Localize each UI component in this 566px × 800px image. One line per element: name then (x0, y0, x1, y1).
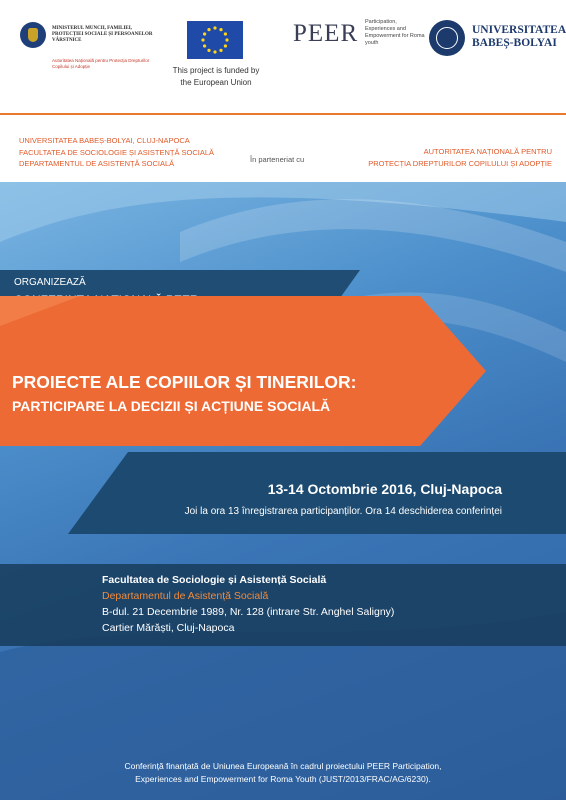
peer-logo: PEER (293, 20, 359, 47)
partner-line: AUTORITATEA NAȚIONALĂ PENTRU (423, 147, 552, 156)
ministry-name: MINISTERUL MUNCII, FAMILIEI, PROTECȚIEI SOCIALE ȘI PERSOANELOR VÂRSTNICE (52, 26, 153, 43)
eu-star-icon (203, 32, 206, 35)
organizer-line: FACULTATEA DE SOCIOLOGIE ȘI ASISTENȚĂ SOCIALĂ (19, 147, 215, 157)
organizer-line: DEPARTAMENTUL DE ASISTENȚĂ SOCIALĂ (19, 159, 175, 168)
funding-note-line: Experiences and Empowerment for Roma Youth (JUST/2013/FRAC/AG/6230). (135, 773, 431, 784)
venue-department: Departamentul de Asistență Socială (102, 590, 269, 602)
conference-title-line2: PARTICIPARE LA DECIZII ȘI ACȚIUNE SOCIALĂ (12, 398, 331, 414)
eu-funding-caption: This project is funded by the European Union (172, 66, 260, 87)
eu-star-icon (203, 44, 206, 47)
organizer-line: UNIVERSITATEA BABEȘ-BOLYAI, CLUJ-NAPOCA (19, 136, 190, 145)
funding-note (40, 760, 526, 785)
conference-title-line1: PROIECTE ALE COPIILOR ȘI TINERILOR: (12, 372, 357, 392)
venue-address: B-dul. 21 Decembrie 1989, Nr. 128 (intrare Str. Anghel Saligny) (102, 606, 395, 618)
registration-info: Joi la ora 13 înregistrarea participanților. Ora 14 deschiderea conferinței (184, 506, 502, 517)
peer-description: Participation, Experiences and Empowerment for Roma youth (365, 19, 425, 46)
partner-line: PROTECȚIA DREPTURILOR COPILULUI ȘI ADOPȚIE (368, 158, 552, 168)
partnership-label: În parteneriat cu (250, 155, 305, 164)
ubb-name: UNIVERSITATEA BABEȘ-BOLYAI (472, 24, 566, 49)
date-location: 13-14 Octombrie 2016, Cluj-Napoca (267, 481, 502, 497)
eu-star-icon (201, 38, 204, 41)
eu-flag-logo (187, 21, 243, 59)
partner-block (368, 146, 552, 169)
ministry-crest-logo (20, 22, 46, 48)
title-banner (0, 296, 486, 446)
eu-star-icon (224, 32, 227, 35)
eu-star-icon (207, 28, 210, 31)
venue-faculty: Facultatea de Sociologie și Asistență Socială (102, 574, 327, 586)
eu-star-icon (219, 49, 222, 52)
hero-section (0, 182, 566, 800)
eu-star-icon (225, 38, 228, 41)
organizes-label: ORGANIZEAZĂ (14, 277, 86, 288)
eu-star-icon (219, 28, 222, 31)
venue-district: Cartier Mărăști, Cluj-Napoca (102, 622, 235, 634)
partners-band (0, 113, 566, 184)
organizer-block (19, 135, 214, 170)
ministry-subtitle: Autoritatea Națională pentru Protecția Drepturilor Copilului și Adopție (52, 58, 150, 69)
eu-star-icon (213, 50, 216, 53)
ubb-seal-logo (429, 20, 465, 56)
eu-star-icon (207, 49, 210, 52)
logo-header (0, 0, 566, 112)
eu-star-icon (224, 44, 227, 47)
funding-note-line: Conferință finanțată de Uniunea Europeană în cadrul proiectului PEER Participation, (124, 761, 442, 771)
eu-star-icon (213, 26, 216, 29)
